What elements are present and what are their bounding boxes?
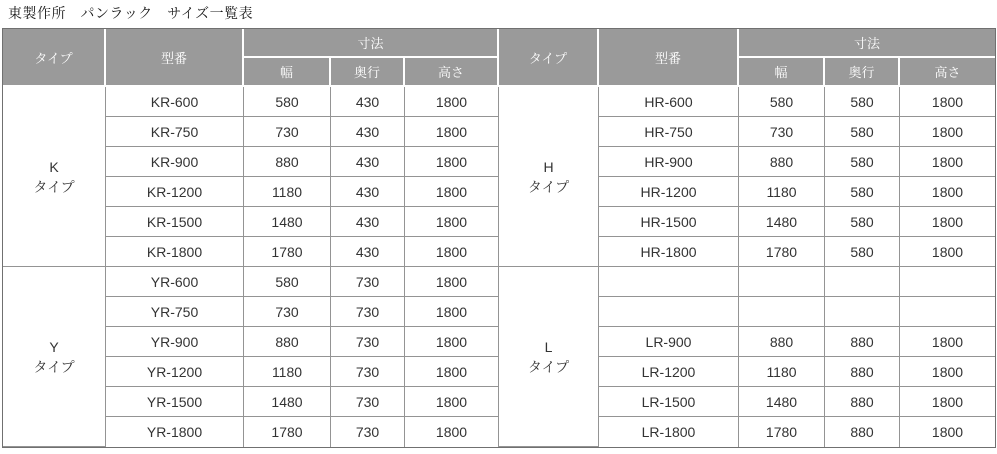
depth-cell: 880 (825, 387, 900, 417)
width-cell: 1480 (739, 207, 825, 237)
model-cell[interactable]: HR-1200 (599, 177, 739, 207)
depth-cell (825, 297, 900, 327)
height-cell: 1800 (405, 267, 499, 297)
depth-cell: 730 (331, 297, 405, 327)
model-cell[interactable]: LR-1800 (599, 417, 739, 447)
width-cell: 1780 (739, 417, 825, 447)
header-model-left: 型番 (106, 29, 244, 87)
depth-cell: 730 (331, 387, 405, 417)
width-cell: 1180 (739, 177, 825, 207)
width-cell: 1780 (244, 237, 331, 267)
depth-cell: 430 (331, 237, 405, 267)
width-cell: 880 (739, 147, 825, 177)
header-height-right: 高さ (900, 58, 995, 87)
header-height-left: 高さ (405, 58, 499, 87)
height-cell: 1800 (900, 177, 995, 207)
depth-cell: 580 (825, 117, 900, 147)
model-cell[interactable]: KR-1200 (106, 177, 244, 207)
header-dimensions-left: 寸法 (244, 29, 499, 58)
height-cell: 1800 (405, 177, 499, 207)
type-letter: H (543, 158, 554, 175)
table-row (499, 87, 995, 117)
type-letter: L (544, 338, 553, 355)
depth-cell: 730 (331, 357, 405, 387)
height-cell: 1800 (405, 237, 499, 267)
width-cell: 580 (244, 267, 331, 297)
type-letter: K (49, 158, 59, 175)
height-cell (900, 267, 995, 297)
width-cell: 1180 (739, 357, 825, 387)
depth-cell: 430 (331, 207, 405, 237)
header-model-right: 型番 (599, 29, 739, 87)
type-cell-y (3, 267, 106, 447)
model-cell-empty (599, 297, 739, 327)
depth-cell: 580 (825, 87, 900, 117)
depth-cell: 580 (825, 237, 900, 267)
width-cell (739, 267, 825, 297)
depth-cell: 880 (825, 327, 900, 357)
height-cell: 1800 (900, 207, 995, 237)
type-word: タイプ (33, 358, 75, 375)
model-cell[interactable]: YR-1800 (106, 417, 244, 447)
height-cell: 1800 (900, 87, 995, 117)
height-cell: 1800 (900, 147, 995, 177)
width-cell: 1480 (244, 207, 331, 237)
model-cell[interactable]: HR-1500 (599, 207, 739, 237)
type-word: タイプ (527, 358, 570, 375)
model-cell[interactable]: KR-1500 (106, 207, 244, 237)
type-letter: Y (49, 338, 59, 355)
model-cell[interactable]: KR-900 (106, 147, 244, 177)
depth-cell: 580 (825, 147, 900, 177)
model-cell[interactable]: YR-1200 (106, 357, 244, 387)
header-type-left: タイプ (3, 29, 106, 87)
height-cell: 1800 (900, 417, 995, 447)
width-cell: 1180 (244, 357, 331, 387)
depth-cell: 580 (825, 207, 900, 237)
width-cell: 1180 (244, 177, 331, 207)
header-width-right: 幅 (739, 58, 825, 87)
height-cell: 1800 (405, 117, 499, 147)
depth-cell: 730 (331, 327, 405, 357)
model-cell[interactable]: KR-600 (106, 87, 244, 117)
depth-cell: 730 (331, 417, 405, 447)
table-row (3, 267, 499, 297)
type-cell-k (3, 87, 106, 267)
width-cell: 730 (244, 297, 331, 327)
model-cell[interactable]: KR-1800 (106, 237, 244, 267)
height-cell: 1800 (405, 417, 499, 447)
width-cell: 1780 (739, 237, 825, 267)
depth-cell: 580 (825, 177, 900, 207)
height-cell: 1800 (900, 237, 995, 267)
model-cell[interactable]: HR-600 (599, 87, 739, 117)
header-type-right: タイプ (499, 29, 599, 87)
height-cell (900, 297, 995, 327)
model-cell[interactable]: HR-1800 (599, 237, 739, 267)
depth-cell: 880 (825, 417, 900, 447)
page-title: 東製作所 パンラック サイズ一覧表 (8, 5, 254, 21)
model-cell[interactable]: YR-600 (106, 267, 244, 297)
size-table-left (3, 29, 499, 447)
table-row (499, 267, 995, 297)
width-cell: 1780 (244, 417, 331, 447)
height-cell: 1800 (405, 387, 499, 417)
height-cell: 1800 (900, 117, 995, 147)
width-cell: 1480 (739, 387, 825, 417)
size-tables-container (2, 28, 996, 448)
model-cell[interactable]: YR-900 (106, 327, 244, 357)
width-cell: 730 (244, 117, 331, 147)
model-cell[interactable]: LR-1500 (599, 387, 739, 417)
header-depth-right: 奥行 (825, 58, 900, 87)
header-width-left: 幅 (244, 58, 331, 87)
model-cell[interactable]: YR-1500 (106, 387, 244, 417)
height-cell: 1800 (900, 387, 995, 417)
type-cell-h (499, 87, 599, 267)
header-depth-left: 奥行 (331, 58, 405, 87)
height-cell: 1800 (405, 147, 499, 177)
width-cell: 1480 (244, 387, 331, 417)
width-cell: 580 (739, 87, 825, 117)
model-cell[interactable]: LR-1200 (599, 357, 739, 387)
height-cell: 1800 (900, 357, 995, 387)
model-cell[interactable]: HR-900 (599, 147, 739, 177)
type-word: タイプ (33, 178, 75, 195)
type-word: タイプ (527, 178, 570, 195)
depth-cell: 730 (331, 267, 405, 297)
model-cell-empty (599, 267, 739, 297)
height-cell: 1800 (900, 327, 995, 357)
width-cell (739, 297, 825, 327)
height-cell: 1800 (405, 357, 499, 387)
table-row (3, 87, 499, 117)
model-cell[interactable]: HR-750 (599, 117, 739, 147)
height-cell: 1800 (405, 327, 499, 357)
type-cell-l (499, 267, 599, 447)
depth-cell: 430 (331, 147, 405, 177)
width-cell: 880 (244, 327, 331, 357)
width-cell: 880 (244, 147, 331, 177)
model-cell[interactable]: LR-900 (599, 327, 739, 357)
height-cell: 1800 (405, 207, 499, 237)
size-table-right (499, 29, 995, 447)
width-cell: 880 (739, 327, 825, 357)
depth-cell: 880 (825, 357, 900, 387)
depth-cell: 430 (331, 177, 405, 207)
model-cell[interactable]: KR-750 (106, 117, 244, 147)
width-cell: 580 (244, 87, 331, 117)
height-cell: 1800 (405, 87, 499, 117)
depth-cell: 430 (331, 117, 405, 147)
width-cell: 730 (739, 117, 825, 147)
model-cell[interactable]: YR-750 (106, 297, 244, 327)
depth-cell: 430 (331, 87, 405, 117)
height-cell: 1800 (405, 297, 499, 327)
depth-cell (825, 267, 900, 297)
header-dimensions-right: 寸法 (739, 29, 995, 58)
